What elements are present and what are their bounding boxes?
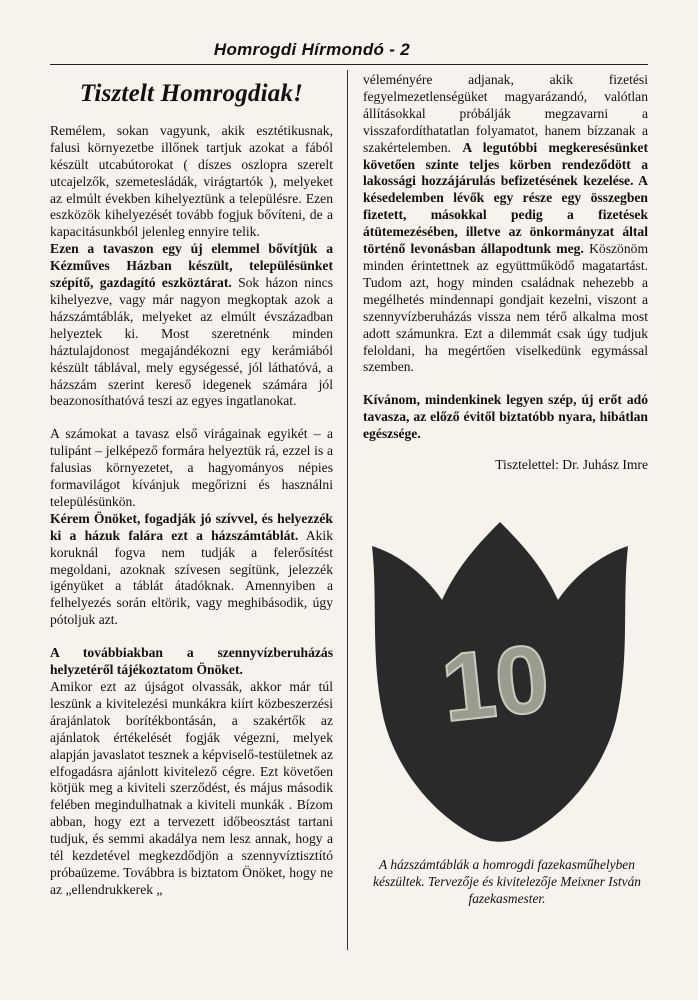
newsletter-title: Homrogdi Hírmondó - 2: [213, 40, 410, 59]
page-header: [50, 38, 648, 65]
paragraph-text: véleményére adjanak, akik fizetési fegyelmezetlenségüket magyarázandó, valótlan állításokkal próbálják megzavarni a visszafordíthatatlan folyamatot, hanem bízzanak a szakértelemben.: [363, 72, 648, 155]
left-column: [50, 72, 333, 899]
paragraph: [50, 426, 333, 511]
paragraph: [50, 241, 333, 410]
tulip-house-number-image: [370, 520, 630, 845]
paragraph-text: Köszönöm minden érintettnek az együttműködő magatartást. Tudom azt, hogy minden családnak nehezebb a megélhetés mindennapi gondjait kezelni, viszont a szennyvízberuházás vissza nem térő alkalma most adott számunkra. Ezt a dilemmát csak úgy tudjuk feloldani, ha megértően viselkedünk egymással szemben.: [363, 241, 649, 375]
paragraph: [363, 392, 648, 443]
paragraph-text: Sok házon nincs kihelyezve, vagy már nagyon megkoptak azok a házszámtáblák, melyeket az elmúlt évszázadban helyeztek ki. Most szeretnénk minden háztulajdonost megajándékozni egy kerámiából készült táblával, mely egységessé, jól láthatóvá, a házszám szerint kereső idegenek számára jól beazonosíthatóvá teszi az egyes ingatlanokat.: [50, 275, 333, 409]
paragraph: [50, 511, 333, 629]
column-divider: [347, 70, 348, 950]
paragraph-bold-text: Kérem Önöket, fogadják jó szívvel, és helyezzék ki a házuk falára ezt a házszámtáblát.: [50, 510, 333, 543]
paragraph: [363, 72, 648, 376]
section-heading: A továbbiakban a szennyvízberuházás helyzetéről tájékoztatom Önöket.: [50, 645, 333, 678]
house-number: 10: [436, 624, 555, 743]
paragraph-text: Akik koruknál fogva nem tudják a felerősítést megoldani, azoknak szívesen segítünk, jelezzék igényüket a táblát átadóknak. Amennyiben a felhelyezés során eltörik, vagy meghibásodik, úgy pótoljuk azt.: [50, 527, 333, 628]
paragraph: [50, 679, 333, 899]
figure-caption: A házszámtáblák a homrogdi fazekasműhelyben készültek. Tervezője és kivitelezője Meixner István fazekasmester.: [373, 857, 641, 906]
right-column: [363, 72, 648, 474]
paragraph-bold-text: A legutóbbi megkeresésünket követően szinte teljes körben rendeződött a lakossági hozzájárulás befizetésének kezelése. A késedelemben lévők egy része egy összegben fizetett, másokkal pedig a fizetések átütemezésében, illetve az önkormányzat által történő levonásban állapodtunk meg.: [363, 139, 648, 257]
paragraph: [50, 123, 333, 241]
signature: Tisztelettel: Dr. Juhász Imre: [495, 457, 648, 473]
closing-wish: Kívánom, mindenkinek legyen szép, új erőt adó tavasza, az előző évitől biztatóbb nyara, hibátlan egészsége.: [363, 392, 648, 442]
article-title: Tisztelt Homrogdiak!: [79, 80, 304, 107]
paragraph-bold-text: Ezen a tavaszon egy új elemmel bővítjük a Kézműves Házban készült, településünket szépítő, gazdagító eszköztárat.: [50, 241, 333, 291]
paragraph-text: Amikor ezt az újságot olvassák, akkor már túl leszünk a kivitelezési munkákra kiírt közbeszerzési árajánlatok borítékbontásán, a szakértők az ajánlatok értékelését fogják végezni, melyek alapján javaslatot tesznek a képviselő-testületnek az elfogadásra ajánlott kivitelező cégre. Ezt követően kötjük meg a kiviteli szerződést, és május második felében megindulhatnak a kiviteli munkák . Bízom abban, hogy ezt a tervezett időbeosztást tartani tudjuk, és semmi akadálya nem lesz annak, hogy a tél kezdetével megkezdődjön a szennyvíztisztító próbaüzeme. Továbbra is biztatom Önöket, hogy ne az „ellendrukkerek „: [50, 679, 333, 897]
paragraph-text: A számokat a tavasz első virágainak egyikét – a tulipánt – jelképező formára helyeztük rá, ezzel is a falusias környezetet, a hagyományos népies formavilágot kívánjuk megőrizni és használni településünkön.: [50, 426, 333, 509]
paragraph-text: Remélem, sokan vagyunk, akik esztétikusnak, falusi környezetbe illőnek tartjuk azokat a fából készült utcabútorokat ( díszes oszlopra szerelt utcajelzők, szemetesládák, virágtartók ), melyeket az elmúlt években kihelyeztünk a településre. Ezen eszközök kihelyezését tovább fogjuk bővíteni, de a kapacitásunkból jelenleg ennyire telik.: [50, 122, 333, 240]
paragraph: [50, 645, 333, 679]
